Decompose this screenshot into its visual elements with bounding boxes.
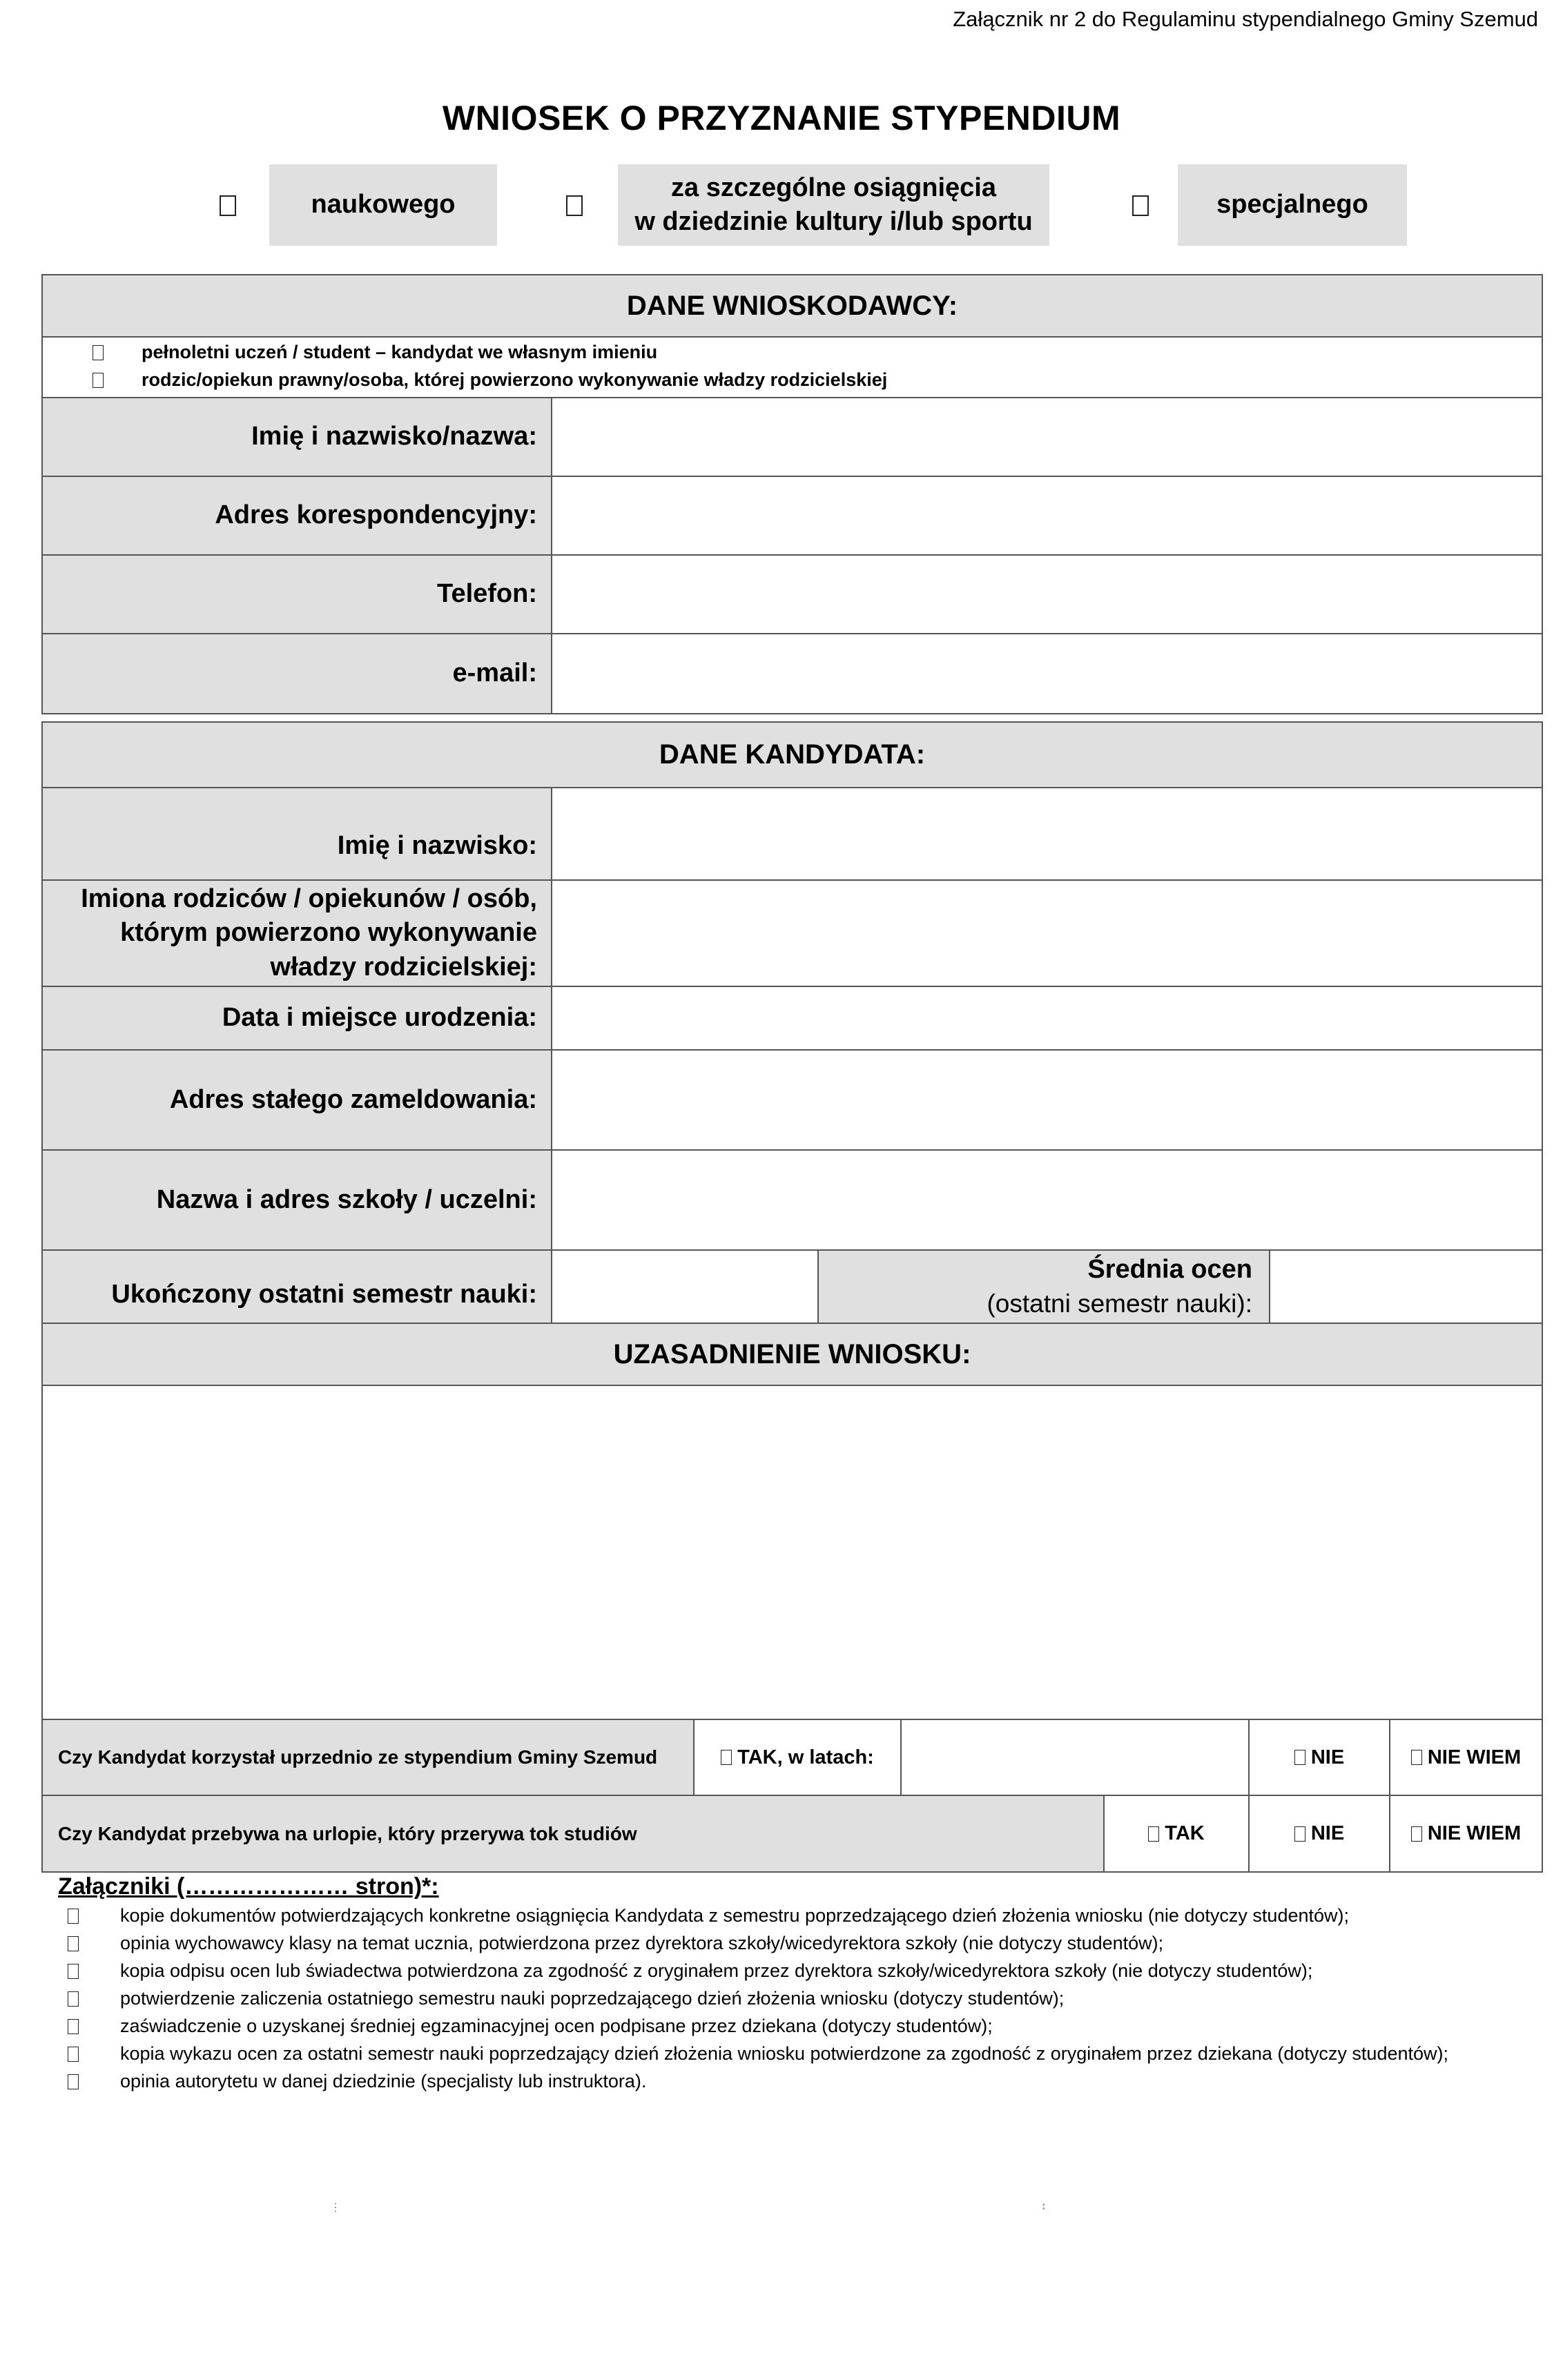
candidate-name-label: Imię i nazwisko:	[41, 787, 552, 881]
candidate-birth-label: Data i miejsce urodzenia:	[41, 986, 552, 1051]
applicant-address-label: Adres korespondencyjny:	[41, 476, 552, 556]
type-culture-sport-line-2: w dziedzinie kultury i/lub sportu	[634, 207, 1033, 236]
checkbox-square-icon	[68, 1936, 79, 1951]
header-note: Załącznik nr 2 do Regulaminu stypendialnego Gminy Szemud	[953, 7, 1538, 31]
attachment-item-3[interactable]	[25, 1960, 1312, 1982]
justification-heading: UZASADNIENIE WNIOSKU:	[41, 1323, 1543, 1386]
checkbox-type-scientific[interactable]	[214, 192, 242, 220]
attachment-item-label: opinia autorytetu w danej dziedzinie (specjalisty lub instruktora).	[120, 2071, 647, 2091]
checkbox-square-icon	[1411, 1826, 1422, 1842]
candidate-semester-input[interactable]	[551, 1249, 819, 1324]
dotted-mark-left: ⋮	[330, 2202, 341, 2214]
applicant-phone-input[interactable]	[551, 554, 1543, 634]
checkbox-square-icon	[1132, 195, 1149, 216]
checkbox-square-icon	[68, 1964, 79, 1979]
attachment-item-label: opinia wychowawcy klasy na temat ucznia, potwierdzona przez dyrektora szkoły/wicedyrektora szkoły (nie dotyczy studentów);	[120, 1933, 1164, 1953]
candidate-address-input[interactable]	[551, 1049, 1543, 1151]
type-scientific-label: naukowego	[269, 164, 497, 246]
applicant-email-label: e-mail:	[41, 633, 552, 714]
candidate-school-label: Nazwa i adres szkoły / uczelni:	[41, 1149, 552, 1251]
answer-previous-no-label: NIE	[1310, 1746, 1345, 1768]
candidate-parents-label-line-1: Imiona rodziców / opiekunów / osób,	[81, 884, 537, 913]
attachment-item-label: zaświadczenie o uzyskanej średniej egzaminacyjnej ocen podpisane przez dziekana (dotyczy studentów);	[120, 2016, 993, 2036]
candidate-birth-input[interactable]	[551, 986, 1543, 1051]
checkbox-square-icon	[220, 195, 236, 216]
answer-previous-dont-know-label: NIE WIEM	[1427, 1746, 1522, 1768]
attachment-item-label: kopie dokumentów potwierdzających konkretne osiągnięcia Kandydata z semestru poprzedzającego dzień złożenia wniosku (nie dotyczy studentów);	[120, 1905, 1349, 1926]
checkbox-square-icon	[566, 195, 583, 216]
attachment-item-1[interactable]	[25, 1905, 1349, 1927]
checkbox-square-icon	[68, 1909, 79, 1924]
candidate-parents-label	[41, 879, 552, 987]
checkbox-square-icon	[1294, 1826, 1305, 1842]
checkbox-square-icon	[93, 373, 104, 388]
attachment-item-2[interactable]	[25, 1933, 1163, 1954]
checkbox-square-icon	[1411, 1750, 1422, 1765]
answer-leave-dont-know-label: NIE WIEM	[1427, 1822, 1522, 1844]
dotted-mark-right: ↕	[1041, 2201, 1047, 2212]
attachment-item-label: kopia odpisu ocen lub świadectwa potwierdzona za zgodność z oryginałem przez dyrektora szkoły/wicedyrektora szkoły (nie dotyczy studentów);	[120, 1960, 1313, 1981]
checkbox-square-icon	[93, 345, 104, 360]
applicant-option-parent-label: rodzic/opiekun prawny/osoba, której powierzono wykonywanie władzy rodzicielskiej	[142, 369, 888, 390]
answer-previous-yes-label: TAK, w latach:	[737, 1746, 874, 1768]
checkbox-square-icon	[68, 1991, 79, 2007]
question-previous-scholarship: Czy Kandydat korzystał uprzednio ze stypendium Gminy Szemud	[41, 1719, 695, 1796]
answer-leave-yes[interactable]	[1103, 1795, 1250, 1873]
answer-leave-no-label: NIE	[1310, 1822, 1345, 1844]
applicant-email-input[interactable]	[551, 633, 1543, 714]
candidate-semester-label: Ukończony ostatni semestr nauki:	[41, 1249, 552, 1324]
attachment-item-6[interactable]	[25, 2043, 1448, 2065]
candidate-address-label: Adres stałego zameldowania:	[41, 1049, 552, 1151]
applicant-option-self-label: pełnoletni uczeń / student – kandydat we własnym imieniu	[142, 342, 658, 362]
checkbox-square-icon	[721, 1750, 732, 1765]
candidate-parents-label-line-2: którym powierzono wykonywanie	[120, 918, 537, 948]
candidate-average-label-line-2: (ostatni semestr nauki):	[987, 1289, 1252, 1318]
candidate-school-input[interactable]	[551, 1149, 1543, 1251]
checkbox-square-icon	[1148, 1826, 1159, 1842]
applicant-address-input[interactable]	[551, 476, 1543, 556]
answer-previous-yes[interactable]	[693, 1719, 902, 1796]
checkbox-square-icon	[68, 2074, 79, 2089]
answer-previous-dont-know[interactable]	[1389, 1719, 1543, 1796]
candidate-average-label-line-1: Średnia ocen	[1087, 1255, 1252, 1285]
candidate-parents-input[interactable]	[551, 879, 1543, 987]
type-culture-sport-label	[618, 164, 1049, 246]
attachment-item-5[interactable]	[25, 2016, 993, 2037]
attachment-item-label: potwierdzenie zaliczenia ostatniego semestru nauki poprzedzającego dzień złożenia wniosku (dotyczy studentów);	[120, 1988, 1065, 2009]
checkbox-square-icon	[68, 2019, 79, 2034]
applicant-phone-label: Telefon:	[41, 554, 552, 634]
page-title: WNIOSEK O PRZYZNANIE STYPENDIUM	[442, 99, 1121, 137]
answer-leave-no[interactable]	[1248, 1795, 1390, 1873]
applicant-option-self[interactable]	[93, 342, 657, 363]
attachment-item-7[interactable]	[25, 2071, 646, 2092]
applicant-name-input[interactable]	[551, 397, 1543, 477]
type-culture-sport-line-1: za szczególne osiągnięcia	[671, 173, 996, 202]
applicant-heading: DANE WNIOSKODAWCY:	[41, 274, 1543, 338]
candidate-parents-label-line-3: władzy rodzicielskiej:	[270, 952, 537, 982]
checkbox-type-special[interactable]	[1127, 192, 1154, 220]
justification-textarea[interactable]	[41, 1385, 1543, 1720]
applicant-type-options	[41, 336, 1543, 398]
type-special-label: specjalnego	[1178, 164, 1407, 246]
answer-previous-no[interactable]	[1248, 1719, 1390, 1796]
attachment-item-label: kopia wykazu ocen za ostatni semestr nauki poprzedzający dzień złożenia wniosku potwierdzone za zgodność z oryginałem przez dziekana (dotyczy studentów);	[120, 2043, 1449, 2064]
answer-previous-years-input[interactable]	[900, 1719, 1250, 1796]
applicant-option-parent[interactable]	[93, 369, 887, 391]
checkbox-square-icon	[1294, 1750, 1305, 1765]
applicant-name-label: Imię i nazwisko/nazwa:	[41, 397, 552, 477]
candidate-average-label	[817, 1249, 1270, 1324]
candidate-heading: DANE KANDYDATA:	[41, 721, 1543, 788]
answer-leave-dont-know[interactable]	[1389, 1795, 1543, 1873]
checkbox-square-icon	[68, 2047, 79, 2062]
candidate-name-input[interactable]	[551, 787, 1543, 881]
candidate-average-input[interactable]	[1269, 1249, 1543, 1324]
attachment-item-4[interactable]	[25, 1988, 1064, 2009]
attachments-title: Załączniki (………………… stron)*:	[58, 1873, 439, 1900]
question-leave: Czy Kandydat przebywa na urlopie, który przerywa tok studiów	[41, 1795, 1105, 1873]
answer-leave-yes-label: TAK	[1165, 1822, 1205, 1844]
checkbox-type-culture-sport[interactable]	[561, 192, 588, 220]
